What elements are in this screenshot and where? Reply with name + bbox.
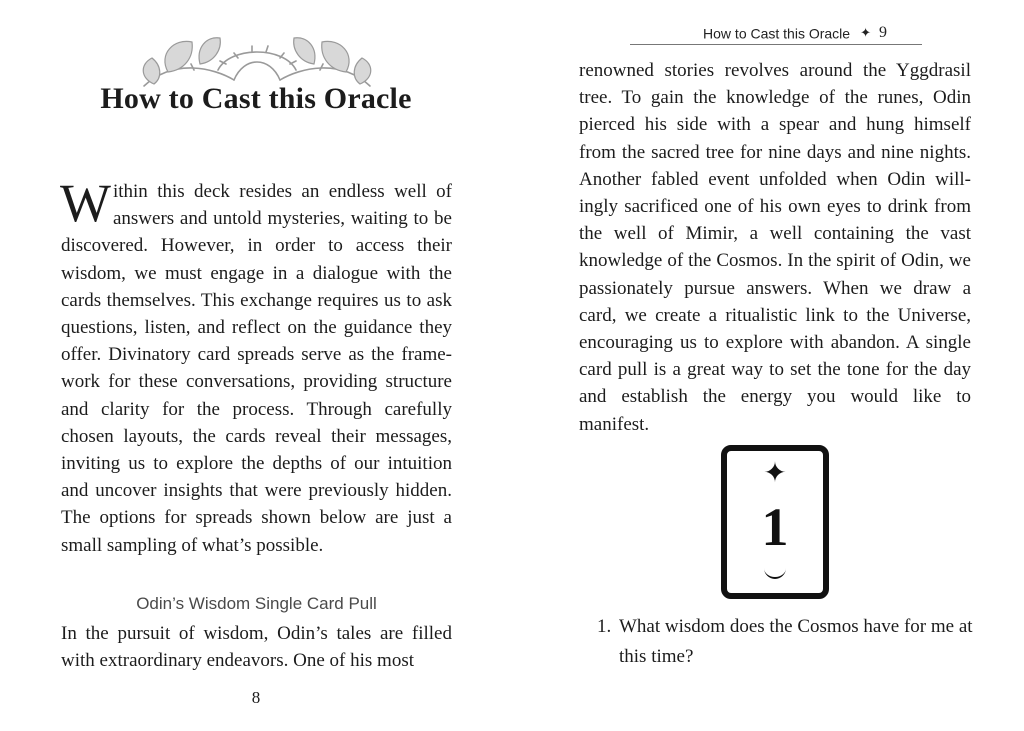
card-star-icon: ✦ xyxy=(763,456,787,489)
section-paragraph: In the pursuit of wisdom, Odin’s tales are filled with extraordinary endeavors. One of his most xyxy=(61,623,452,672)
running-header xyxy=(630,22,922,45)
question-list xyxy=(597,612,977,672)
oracle-card-illustration xyxy=(720,444,830,600)
drop-cap: W xyxy=(60,173,111,233)
question-text: What wisdom does the Cosmos have for me at this time? xyxy=(619,616,973,667)
intro-text: ithin this deck resides an endless well of answers and untold mysteries, waiting to be discovered. However, in order to access their wisdom, we must engage in a dialogue with the cards themselves. This exchange requires us to ask questions, listen, and reflect on the guidance they offer. Divinatory card spreads serve as the framework for these conversations, providing structure and clarity for the process. Through carefully chosen layouts, the cards reveal their messages, inviting us to explore the depths of our intuition and uncover insights that were previously hidden. The options for spreads shown below are just a small sampling of what’s possible. xyxy=(61,181,452,556)
question-item xyxy=(597,612,977,672)
chapter-title: How to Cast this Oracle xyxy=(100,82,412,115)
card-number: 1 xyxy=(761,497,789,557)
section-heading: Odin’s Wisdom Single Card Pull xyxy=(136,594,377,613)
star-separator-icon: ✦ xyxy=(860,25,871,41)
running-header-page-number: 9 xyxy=(879,24,887,42)
question-number: 1. xyxy=(597,616,612,637)
intro-paragraph xyxy=(60,173,452,559)
continued-paragraph: renowned stories revolves around the Yggdrasil tree. To gain the knowledge of the runes, Odin pierced his side with a spear and hung himself from the sacred tree for nine days and nine nights. Another fabled event unfolded when Odin willingly sacrificed one of his own eyes to drink from the well of Mimir, a well containing the vast knowledge of the Cosmos. In the spirit of Odin, we passionately pursue answers. When we draw a card, we create a ritualistic link to the Universe, encouraging us to explore with abandon. A single card pull is a great way to set the tone for the day and establish the energy you would like to manifest. xyxy=(579,60,971,435)
page-number: 8 xyxy=(251,688,261,707)
running-header-title: How to Cast this Oracle xyxy=(703,25,851,42)
